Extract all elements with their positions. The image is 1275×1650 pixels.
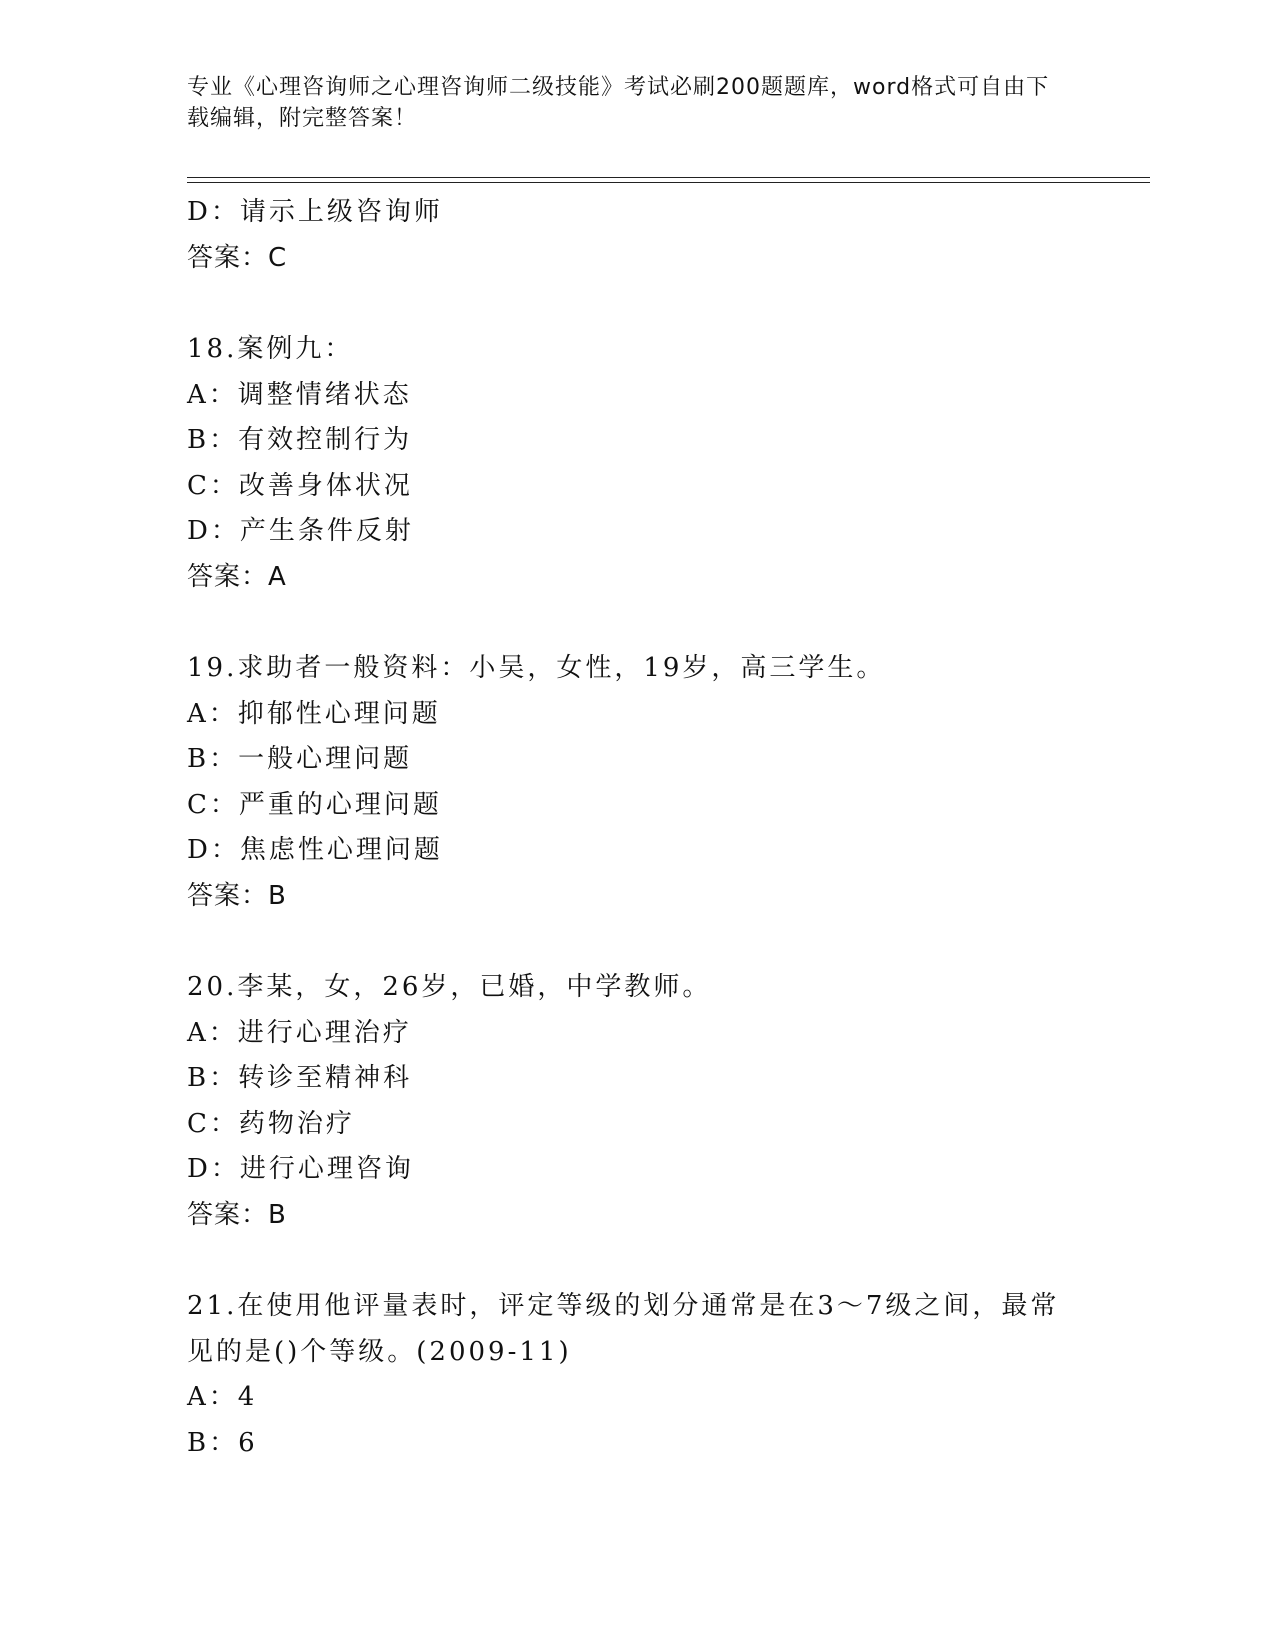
q21-option-a: A：4 xyxy=(187,1382,258,1412)
q17-option-d: D：请示上级咨询师 xyxy=(187,197,443,227)
q20-option-a: A：进行心理治疗 xyxy=(187,1017,412,1048)
q19-option-c: C：严重的心理问题 xyxy=(187,789,442,820)
q20-option-d: D：进行心理咨询 xyxy=(187,1154,414,1184)
spacer xyxy=(187,1238,1087,1284)
spacer xyxy=(187,600,1087,646)
q19-option-a: A：抑郁性心理问题 xyxy=(187,698,441,729)
spacer xyxy=(187,919,1087,965)
q18-option-b: B：有效控制行为 xyxy=(187,425,413,455)
q21-question: 21.在使用他评量表时，评定等级的划分通常是在3～7级之间，最常见的是()个等级。(2009-11) xyxy=(187,1291,1060,1367)
question-list xyxy=(187,190,1087,1466)
q19-option-b: B：一般心理问题 xyxy=(187,744,413,774)
q20-option-b: B：转诊至精神科 xyxy=(187,1063,413,1093)
header-divider-top xyxy=(187,177,1150,178)
q19-answer: 答案：B xyxy=(187,880,287,911)
q20-answer: 答案：B xyxy=(187,1199,287,1230)
q18-option-a: A：调整情绪状态 xyxy=(187,379,412,410)
q20-question: 20.李某，女，26岁，已婚，中学教师。 xyxy=(187,972,712,1002)
document-header: 专业《心理咨询师之心理咨询师二级技能》考试必刷200题题库，word格式可自由下载编辑，附完整答案！ xyxy=(187,75,1050,131)
q21-option-b: B：6 xyxy=(187,1427,258,1458)
q18-answer: 答案：A xyxy=(187,561,287,592)
header-divider-bottom xyxy=(187,182,1150,183)
q18-question: 18.案例九： xyxy=(187,334,354,364)
q19-option-d: D：焦虑性心理问题 xyxy=(187,835,443,865)
q19-question: 19.求助者一般资料：小吴，女性，19岁，高三学生。 xyxy=(187,653,886,683)
spacer xyxy=(187,281,1087,327)
q17-answer: 答案：C xyxy=(187,242,288,273)
q18-option-d: D：产生条件反射 xyxy=(187,516,414,546)
q20-option-c: C：药物治疗 xyxy=(187,1108,355,1139)
q18-option-c: C：改善身体状况 xyxy=(187,470,413,501)
